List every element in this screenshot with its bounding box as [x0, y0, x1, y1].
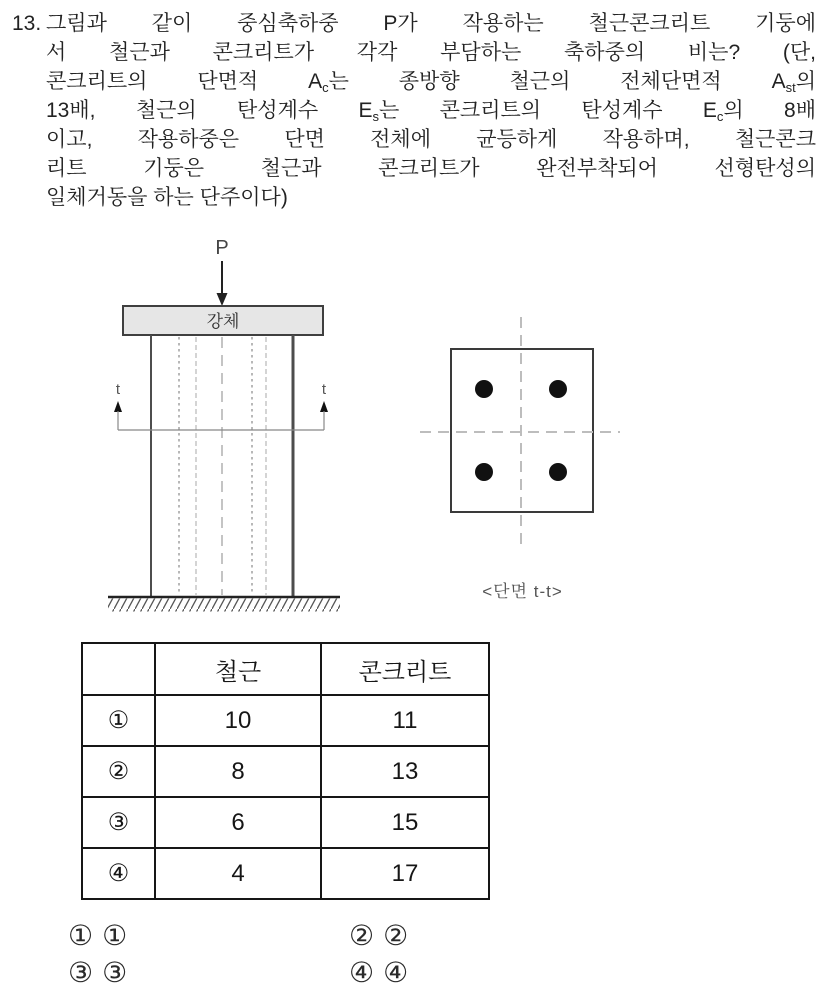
load-arrow-icon: [217, 261, 228, 306]
cross-section-diagram: [410, 305, 630, 555]
column-body: [151, 335, 293, 597]
row-marker: ①: [82, 695, 155, 746]
section-left-label: t: [115, 381, 121, 398]
concrete-value: 13: [321, 746, 489, 797]
row-marker: ③: [82, 797, 155, 848]
table-row: [82, 797, 489, 848]
concrete-value: 15: [321, 797, 489, 848]
question-text: [46, 9, 816, 212]
row-marker: ②: [82, 746, 155, 797]
section-arrow-left-icon: [114, 401, 122, 412]
table-header-concrete: 콘크리트: [321, 643, 489, 695]
choice-marker: ④: [349, 957, 375, 988]
column-elevation-diagram: [100, 232, 390, 617]
section-right-label: t: [321, 381, 327, 398]
question-line: 그림과 같이 중심축하중 P가 작용하는 철근콘크리트 기둥에: [46, 12, 816, 35]
choice-marker: ①: [68, 920, 94, 951]
steel-value: 8: [155, 746, 321, 797]
steel-value: 4: [155, 848, 321, 899]
question-line: 서 철근과 콘크리트가 각각 부담하는 축하중의 비는? (단,: [46, 41, 816, 64]
question-line: 리트 기둥은 철근과 콘크리트가 완전부착되어 선형탄성의: [46, 157, 816, 180]
choice-label: ④: [383, 957, 409, 988]
choice-2[interactable]: [349, 921, 408, 951]
question-line: 이고, 작용하중은 단면 전체에 균등하게 작용하며, 철근콘크: [46, 128, 816, 151]
question-line: 콘크리트의 단면적 $A_c$는 종방향 철근의 전체단면적 $A_{st}$의: [46, 70, 816, 95]
choice-marker: ③: [68, 957, 94, 988]
choice-label: ③: [102, 957, 128, 988]
concrete-value: 11: [321, 695, 489, 746]
concrete-value: 17: [321, 848, 489, 899]
table-header-row: [82, 643, 489, 695]
question-line: 13배, 철근의 탄성계수 $E_s$는 콘크리트의 탄성계수 $E_c$의 8배: [46, 99, 816, 124]
table-row: [82, 848, 489, 899]
choice-marker: ②: [349, 920, 375, 951]
row-marker: ④: [82, 848, 155, 899]
table-row: [82, 695, 489, 746]
table-header-steel: 철근: [155, 643, 321, 695]
choice-1[interactable]: [68, 921, 127, 951]
section-caption: <단면 t-t>: [482, 582, 563, 601]
answer-table: [81, 642, 490, 900]
rigid-cap-label: 강체: [206, 312, 240, 331]
steel-value: 10: [155, 695, 321, 746]
section-cut-line: [114, 381, 328, 430]
section-arrow-right-icon: [320, 401, 328, 412]
question-number: 13.: [12, 12, 42, 35]
steel-value: 6: [155, 797, 321, 848]
choice-4[interactable]: [349, 958, 408, 988]
choice-3[interactable]: [68, 958, 127, 988]
table-header-empty: [82, 643, 155, 695]
choice-label: ①: [102, 920, 128, 951]
table-row: [82, 746, 489, 797]
question-line: 일체거동을 하는 단주이다): [46, 186, 288, 209]
load-label: P: [215, 237, 229, 259]
ground-hatch: [108, 597, 340, 612]
choice-label: ②: [383, 920, 409, 951]
